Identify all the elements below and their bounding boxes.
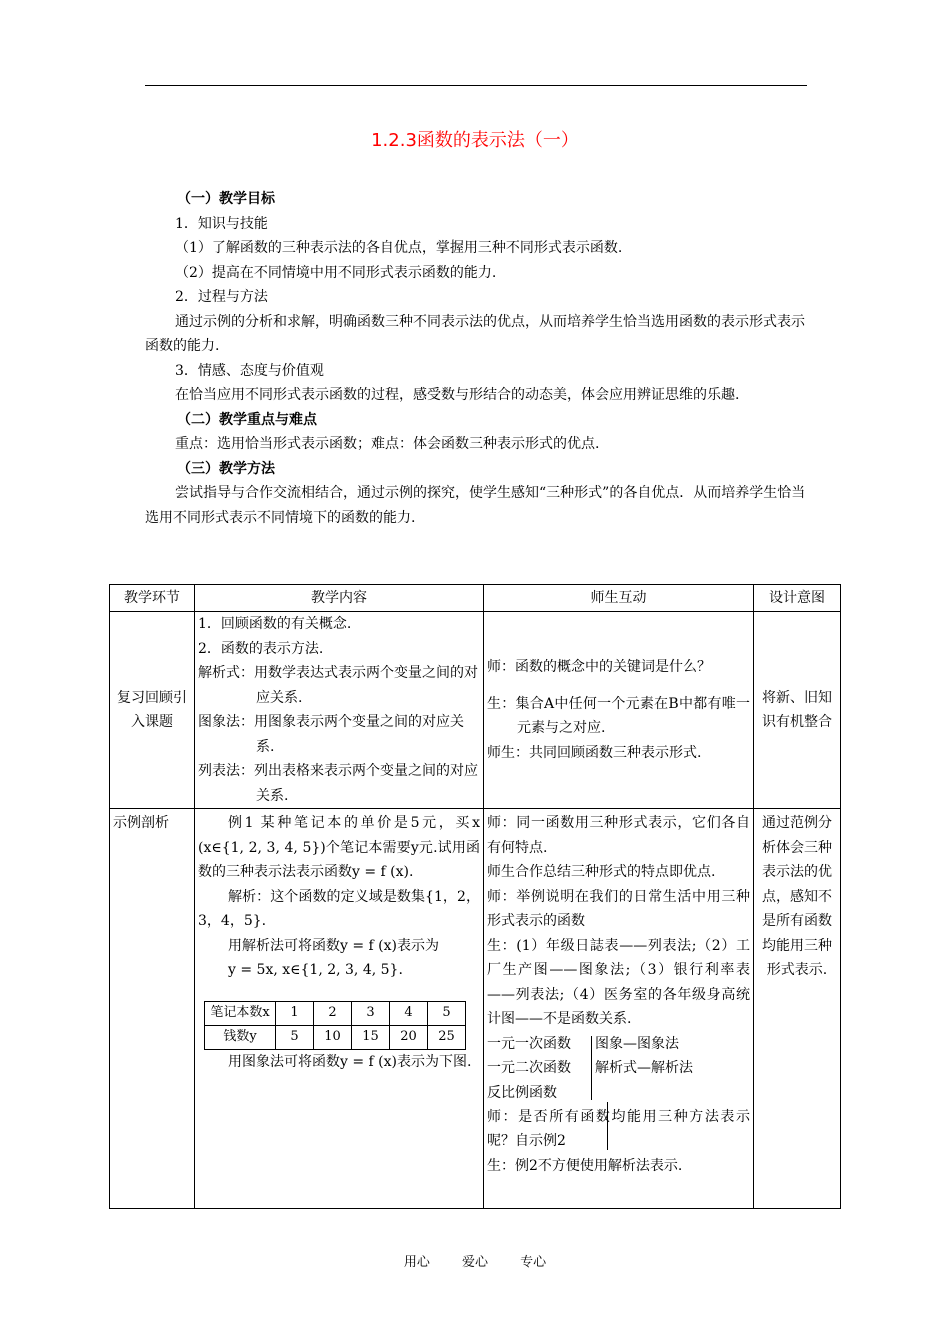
row2-content bbox=[195, 809, 484, 1209]
row2-interaction-line: 生：(1）年级日誌表——列表法;（2）工厂生产图——图象法;（3）银行利率表——列表法;（4）医务室的各年级身高统计图——不是函数关系. bbox=[487, 937, 750, 1027]
row2-interaction-line: 师：举例说明在我们的日常生活中用三种形式表示的函数 bbox=[487, 888, 750, 929]
example-1-analytic: 用解析法可将函数y = f (x)表示为 bbox=[228, 937, 439, 954]
row2-stage: 示例剖析 bbox=[110, 809, 195, 1209]
row2-interaction-line: 师：是否所有函数均能用三种方法表示呢？自示例2 bbox=[487, 1108, 750, 1149]
row1-interaction bbox=[484, 612, 754, 809]
row1-interaction-line: 师：函数的概念中的关键词是什么？ bbox=[487, 659, 711, 675]
table-row bbox=[110, 809, 841, 1209]
objective-1b: （2）提高在不同情境中用不同形式表示函数的能力. bbox=[175, 264, 497, 281]
header-interaction: 师生互动 bbox=[484, 585, 754, 612]
page-title: 1.2.3函数的表示法（一） bbox=[371, 130, 579, 151]
function-representation: 图象—图象法 bbox=[595, 1035, 679, 1052]
value-table-cell: 3 bbox=[352, 1001, 390, 1025]
row1-content bbox=[195, 612, 484, 809]
header-rule bbox=[145, 85, 807, 86]
example-1-formula: y = 5x, x∈{1, 2, 3, 4, 5}. bbox=[228, 962, 403, 978]
section-heading-1: （一）教学目标 bbox=[177, 191, 275, 207]
objective-1a: （1）了解函数的三种表示法的各自优点，掌握用三种不同形式表示函数. bbox=[175, 240, 623, 256]
value-table-cell: 5 bbox=[428, 1001, 466, 1025]
row2-intent: 通过范例分析体会三种表示法的优点，感知不是所有函数均能用三种形式表示. bbox=[754, 809, 841, 1209]
subheading-process: 2．过程与方法 bbox=[175, 289, 268, 305]
header-content: 教学内容 bbox=[195, 585, 484, 612]
value-table-cell: 20 bbox=[390, 1025, 428, 1049]
example-1-graph-text: 用图象法可将函数y = f (x)表示为下图. bbox=[228, 1053, 472, 1070]
row1-content-line: 2．函数的表示方法. bbox=[198, 640, 324, 657]
attitude-text: 在恰当应用不同形式表示函数的过程，感受数与形结合的动态美，体会应用辨证思维的乐趣. bbox=[175, 387, 740, 403]
row1-stage: 复习回顾引入课题 bbox=[110, 612, 195, 809]
footer-word: 用心 bbox=[403, 1255, 430, 1270]
function-type: 一元二次函数 bbox=[487, 1059, 571, 1076]
table-row bbox=[110, 612, 841, 809]
value-table-cell: 25 bbox=[428, 1025, 466, 1049]
row1-intent: 将新、旧知识有机整合 bbox=[754, 612, 841, 809]
row2-interaction-line: 生：例2不方便使用解析法表示. bbox=[487, 1157, 683, 1174]
value-table-cell: 10 bbox=[314, 1025, 352, 1049]
subheading-knowledge: 1．知识与技能 bbox=[175, 215, 268, 232]
value-table-cell: 15 bbox=[352, 1025, 390, 1049]
subheading-attitude: 3．情感、态度与价值观 bbox=[175, 362, 324, 379]
section-heading-3: （三）教学方法 bbox=[177, 460, 275, 477]
lesson-objectives bbox=[145, 187, 817, 530]
value-table-label: 钱数y bbox=[205, 1025, 276, 1049]
row1-content-line: 图象法：用图象表示两个变量之间的对应关系. bbox=[198, 714, 464, 755]
header-intent: 设计意图 bbox=[754, 585, 841, 612]
function-representation: 解析式—解析法 bbox=[595, 1059, 693, 1076]
row1-content-line: 列表法：列出表格来表示两个变量之间的对应关系. bbox=[198, 763, 478, 804]
value-table-cell: 2 bbox=[314, 1001, 352, 1025]
value-table-row bbox=[205, 1025, 466, 1049]
brace-line bbox=[591, 1036, 592, 1100]
method-text: 尝试指导与合作交流相结合，通过示例的探究，使学生感知“三种形式”的各自优点．从而培养学生恰当选用不同形式表示不同情境下的函数的能力. bbox=[145, 485, 806, 526]
row1-content-line: 解析式：用数学表达式表示两个变量之间的对应关系. bbox=[198, 665, 478, 706]
footer-word: 爱心 bbox=[461, 1255, 488, 1270]
value-table-cell: 1 bbox=[276, 1001, 314, 1025]
page-footer bbox=[0, 1251, 950, 1270]
row1-interaction-line: 生：集合A中任何一个元素在B中都有唯一元素与之对应. bbox=[487, 695, 750, 736]
row1-interaction-line: 师生：共同回顾函数三种表示形式. bbox=[487, 744, 702, 761]
process-text: 通过示例的分析和求解，明确函数三种不同表示法的优点，从而培养学生恰当选用函数的表示形式表示函数的能力. bbox=[145, 313, 805, 354]
example-1-text: 例1 某种笔记本的单价是5元，买x (x∈{1, 2, 3, 4, 5})个笔记本需要y元.试用函数的三种表示法表示函数y = f (x). bbox=[198, 815, 480, 880]
footer-word: 专心 bbox=[520, 1255, 547, 1270]
header-stage: 教学环节 bbox=[110, 585, 195, 612]
key-points-text: 重点：选用恰当形式表示函数；难点：体会函数三种表示形式的优点. bbox=[175, 436, 600, 452]
value-table-row bbox=[205, 1001, 466, 1025]
row2-interaction-line: 师生合作总结三种形式的特点即优点. bbox=[487, 864, 716, 880]
table-header-row bbox=[110, 585, 841, 612]
lesson-plan-table bbox=[109, 584, 841, 1209]
value-table-cell: 4 bbox=[390, 1001, 428, 1025]
brace-line bbox=[607, 1102, 608, 1150]
function-type: 一元一次函数 bbox=[487, 1035, 571, 1052]
function-type-brace bbox=[487, 1032, 750, 1105]
row2-interaction-line: 师：同一函数用三种形式表示，它们各自有何特点. bbox=[487, 815, 750, 856]
value-table-cell: 5 bbox=[276, 1025, 314, 1049]
section-heading-2: （二）教学重点与难点 bbox=[177, 411, 317, 428]
value-table bbox=[204, 1001, 466, 1050]
value-table-label: 笔记本数x bbox=[205, 1001, 276, 1025]
example-1-domain: 解析：这个函数的定义域是数集{1，2，3，4，5}. bbox=[198, 888, 480, 929]
function-type: 反比例函数 bbox=[487, 1084, 557, 1101]
row2-interaction bbox=[484, 809, 754, 1209]
row1-content-line: 1．回顾函数的有关概念. bbox=[198, 616, 352, 632]
